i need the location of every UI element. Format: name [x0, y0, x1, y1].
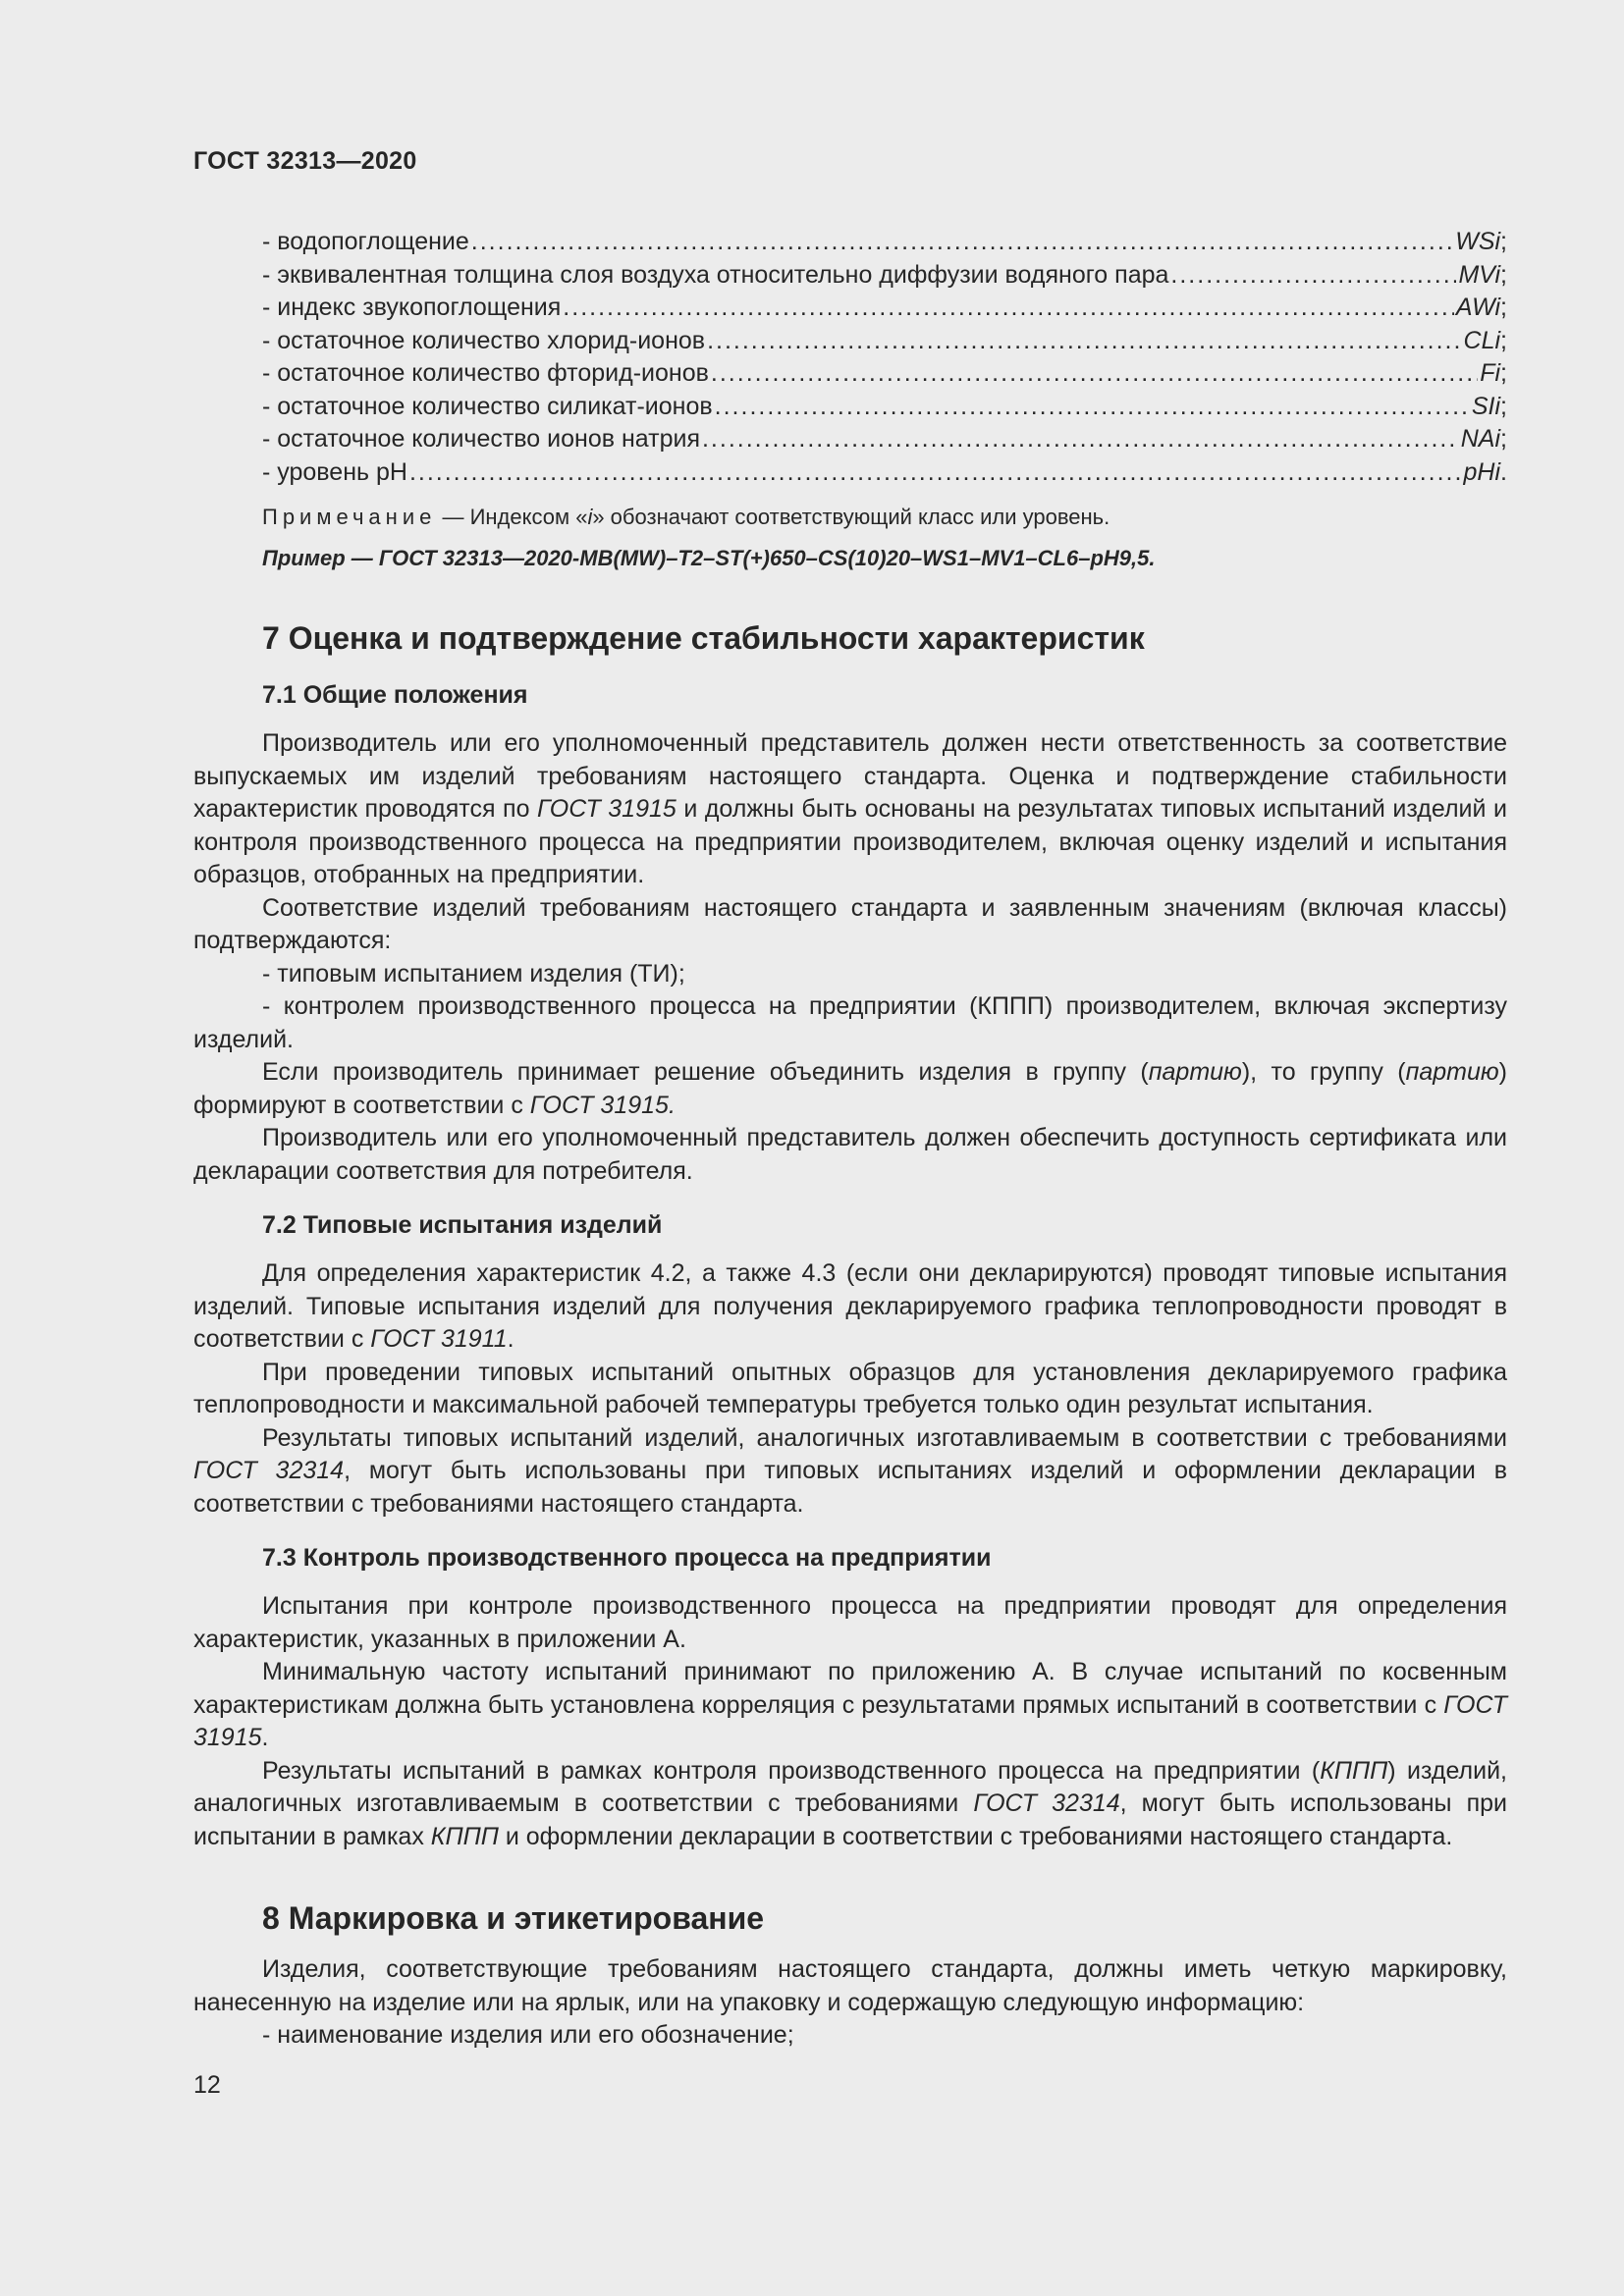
list-item: - эквивалентная толщина слоя воздуха относительно диффузии водяного пара ..... MVi ; [193, 259, 1507, 293]
paragraph: Результаты типовых испытаний изделий, аналогичных изготавливаемым в соответствии с требованиями ГОСТ 32314, могут быть использованы при типовых испытаниях изделий и оформлении декларации в соответствии с требованиями настоящего стандарта. [193, 1423, 1507, 1518]
section-7-3-title: 7.3 Контроль производственного процесса на предприятии [262, 1544, 992, 1572]
paragraph: При проведении типовых испытаний опытных образцов для установления декларируемого графика теплопроводности и максимальной рабочей температуры требуется только один результат испытания. [193, 1358, 1507, 1418]
section-7-title: 7 Оценка и подтверждение стабильности характеристик [262, 620, 1145, 656]
dash-item: - наименование изделия или его обозначение; [262, 2021, 794, 2049]
list-item: - водопоглощение ..... WSi ; [193, 226, 1507, 259]
example-designation: Пример — ГОСТ 32313—2020-МВ(МW)–Т2–ST(+)650–CS(10)20–WS1–MV1–CL6–pH9,5. [262, 546, 1156, 570]
paragraph: Для определения характеристик 4.2, а также 4.3 (если они декларируются) проводят типовые испытания изделий. Типовые испытания изделий для получения декларируемого графика теплопроводности проводят в соответствии с ГОСТ 31911. [193, 1259, 1507, 1353]
list-item: - остаточное количество хлорид-ионов ..... CLi ; [193, 325, 1507, 358]
list-item: - остаточное количество ионов натрия ..... NAi ; [193, 423, 1507, 456]
page-number: 12 [193, 2071, 221, 2099]
paragraph: Минимальную частоту испытаний принимают по приложению А. В случае испытаний по косвенным характеристикам должна быть установлена корреляция с результатами прямых испытаний в соответствии с ГОСТ 31915. [193, 1658, 1507, 1751]
paragraph: Производитель или его уполномоченный представитель должен обеспечить доступность сертификата или декларации соответствия для потребителя. [193, 1124, 1507, 1185]
list-item: - индекс звукопоглощения ..... AWi ; [193, 292, 1507, 325]
paragraph: Испытания при контроле производственного процесса на предприятии проводят для определения характеристик, указанных в приложении А. [193, 1592, 1507, 1653]
paragraph: Изделия, соответствующие требованиям настоящего стандарта, должны иметь четкую маркировку, нанесенную на изделие или на ярлык, или на упаковку и содержащую следующую информацию: [193, 1955, 1507, 2016]
characteristics-list [193, 226, 1507, 489]
note: Примечание — Индексом «i» обозначают соответствующий класс или уровень. [262, 505, 1110, 529]
section-7-1-title: 7.1 Общие положения [262, 681, 528, 709]
page-content [193, 226, 1507, 2053]
document-header: ГОСТ 32313—2020 [193, 147, 417, 175]
dash-item: - типовым испытанием изделия (ТИ); [262, 959, 685, 988]
paragraph: Если производитель принимает решение объединить изделия в группу (партию), то группу (партию) формируют в соответствии с ГОСТ 31915. [193, 1058, 1507, 1119]
list-item: - остаточное количество силикат-ионов ..... SIi ; [193, 391, 1507, 424]
list-item: - остаточное количество фторид-ионов ..... Fi ; [193, 357, 1507, 391]
dash-item: - контролем производственного процесса на предприятии (КППП) производителем, включая экспертизу изделий. [193, 992, 1507, 1053]
section-8-title: 8 Маркировка и этикетирование [262, 1900, 765, 1936]
list-item: - уровень pH ..... pHi . [193, 456, 1507, 490]
paragraph: Производитель или его уполномоченный представитель должен нести ответственность за соответствие выпускаемых им изделий требованиям настоящего стандарта. Оценка и подтверждение стабильности характеристик проводятся по ГОСТ 31915 и должны быть основаны на результатах типовых испытаний изделий и контроля производственного процесса на предприятии производителем, включая оценку изделий и испытания образцов, отобранных на предприятии. [193, 729, 1507, 888]
section-7-2-title: 7.2 Типовые испытания изделий [262, 1211, 663, 1239]
paragraph: Результаты испытаний в рамках контроля производственного процесса на предприятии (КППП) изделий, аналогичных изготавливаемым в соответствии с требованиями ГОСТ 32314, могут быть использованы при испытании в рамках КППП и оформлении декларации в соответствии с требованиями настоящего стандарта. [193, 1756, 1507, 1850]
paragraph: Соответствие изделий требованиям настоящего стандарта и заявленным значениям (включая классы) подтверждаются: [193, 893, 1507, 954]
